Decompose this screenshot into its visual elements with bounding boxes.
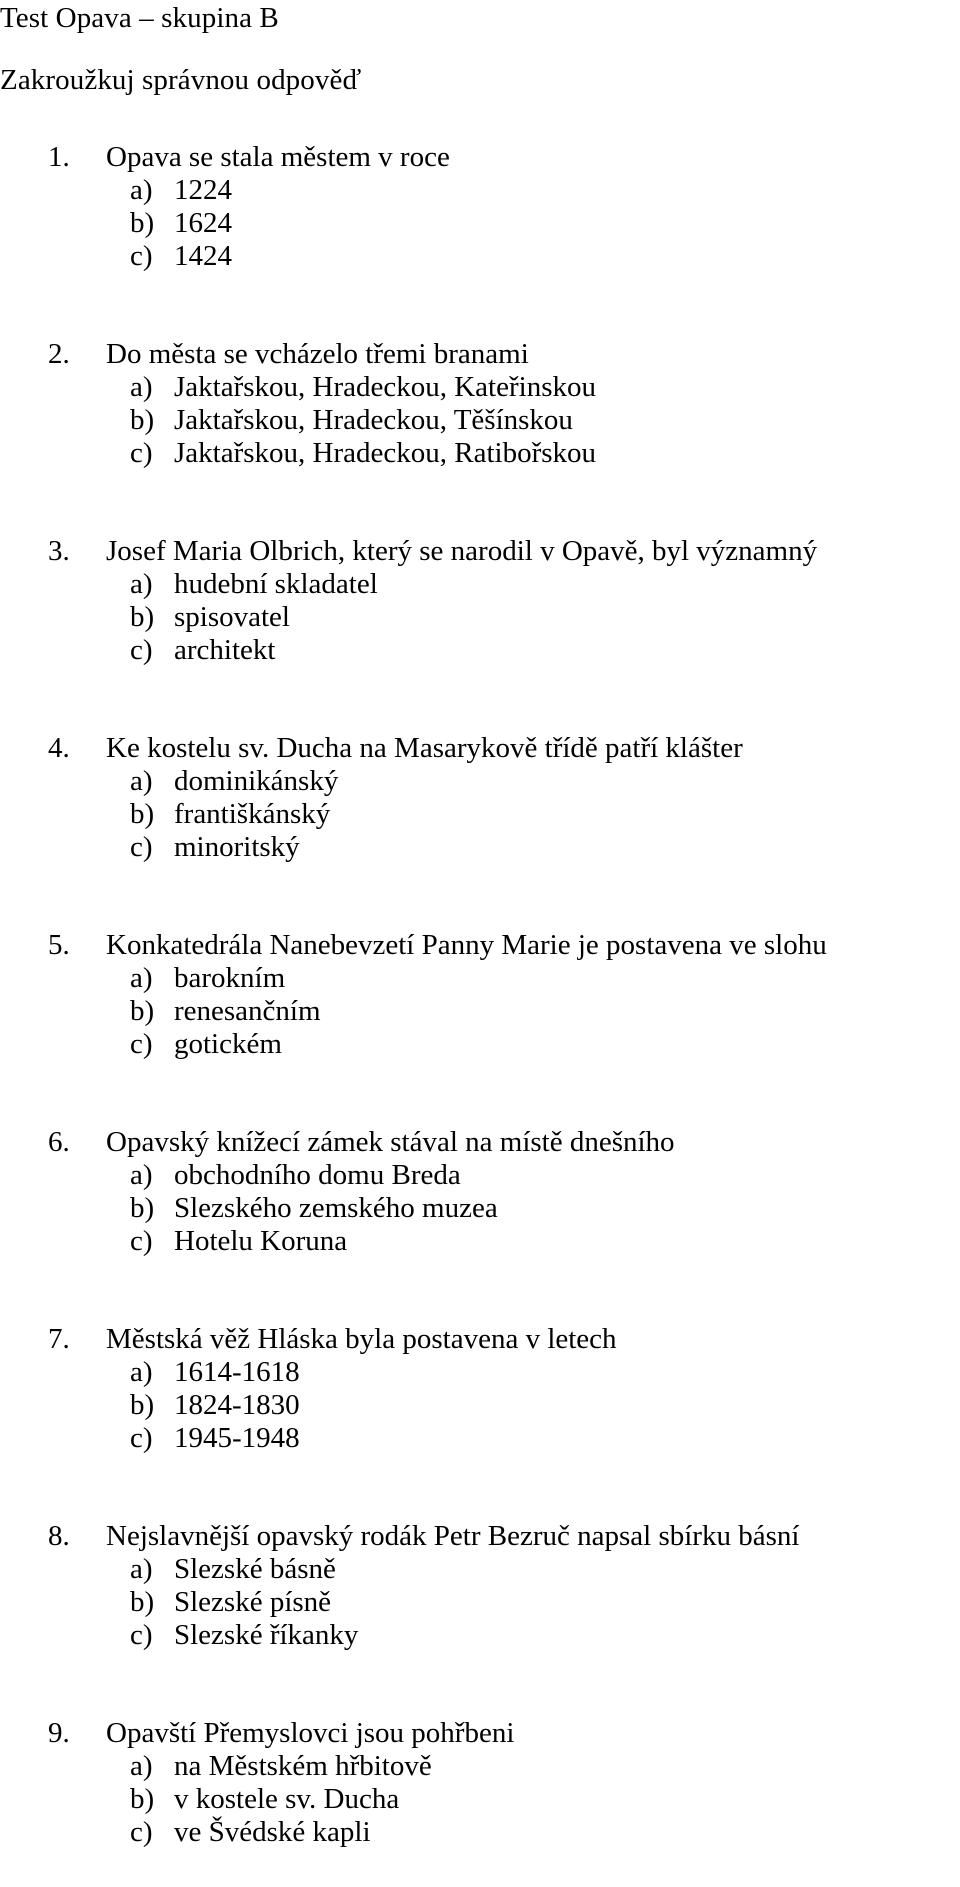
question-number: 7. (48, 1323, 70, 1355)
question-number: 8. (48, 1520, 70, 1552)
question-text: Do města se vcházelo třemi branami (106, 338, 529, 370)
option-text[interactable]: Slezské básně (174, 1553, 336, 1585)
option-text[interactable]: 1624 (174, 207, 232, 239)
option-letter[interactable]: c) (130, 634, 153, 666)
option-text[interactable]: renesančním (174, 995, 321, 1027)
option-text[interactable]: ve Švédské kapli (174, 1816, 371, 1848)
option-text[interactable]: Jaktařskou, Hradeckou, Ratibořskou (174, 437, 597, 469)
option-letter[interactable]: b) (130, 1783, 155, 1815)
option-text[interactable]: 1614-1618 (174, 1356, 300, 1388)
option-letter[interactable]: c) (130, 1619, 153, 1651)
option-text[interactable]: minoritský (174, 831, 300, 863)
question-number: 6. (48, 1126, 70, 1158)
page-title: Test Opava – skupina B (0, 2, 279, 34)
option-text[interactable]: 1824-1830 (174, 1389, 300, 1421)
question-text: Opavský knížecí zámek stával na místě dnešního (106, 1126, 675, 1158)
question-text: Konkatedrála Nanebevzetí Panny Marie je postavena ve slohu (106, 929, 827, 961)
option-text[interactable]: Jaktařskou, Hradeckou, Těšínskou (174, 404, 573, 436)
instruction-text: Zakroužkuj správnou odpověď (0, 64, 362, 96)
question-text: Opava se stala městem v roce (106, 141, 450, 173)
option-letter[interactable]: b) (130, 1192, 155, 1224)
question-number: 5. (48, 929, 70, 961)
option-text[interactable]: na Městském hřbitově (174, 1750, 432, 1782)
option-letter[interactable]: b) (130, 404, 155, 436)
option-letter[interactable]: b) (130, 995, 155, 1027)
question-text: Nejslavnější opavský rodák Petr Bezruč napsal sbírku básní (106, 1520, 800, 1552)
question-number: 4. (48, 732, 70, 764)
question-number: 3. (48, 535, 70, 567)
option-text[interactable]: Slezské říkanky (174, 1619, 359, 1651)
option-letter[interactable]: a) (130, 371, 153, 403)
option-text[interactable]: v kostele sv. Ducha (174, 1783, 400, 1815)
option-text[interactable]: dominikánský (174, 765, 339, 797)
option-text[interactable]: Slezské písně (174, 1586, 332, 1618)
option-letter[interactable]: a) (130, 1159, 153, 1191)
option-text[interactable]: 1424 (174, 240, 232, 272)
question-text: Opavští Přemyslovci jsou pohřbeni (106, 1717, 515, 1749)
option-letter[interactable]: c) (130, 1816, 153, 1848)
option-letter[interactable]: a) (130, 1553, 153, 1585)
question-text: Ke kostelu sv. Ducha na Masarykově třídě patří klášter (106, 732, 743, 764)
option-text[interactable]: Jaktařskou, Hradeckou, Kateřinskou (174, 371, 596, 403)
option-letter[interactable]: c) (130, 240, 153, 272)
option-letter[interactable]: c) (130, 1225, 153, 1257)
option-letter[interactable]: b) (130, 1389, 155, 1421)
question-number: 2. (48, 338, 70, 370)
option-letter[interactable]: b) (130, 798, 155, 830)
option-letter[interactable]: b) (130, 601, 155, 633)
option-letter[interactable]: c) (130, 1028, 153, 1060)
option-letter[interactable]: c) (130, 831, 153, 863)
option-letter[interactable]: c) (130, 1422, 153, 1454)
option-letter[interactable]: a) (130, 568, 153, 600)
option-text[interactable]: františkánský (174, 798, 331, 830)
option-text[interactable]: 1224 (174, 174, 232, 206)
question-text: Josef Maria Olbrich, který se narodil v Opavě, byl významný (106, 535, 818, 567)
option-text[interactable]: spisovatel (174, 601, 290, 633)
question-number: 1. (48, 141, 70, 173)
option-letter[interactable]: a) (130, 765, 153, 797)
question-text: Městská věž Hláska byla postavena v letech (106, 1323, 617, 1355)
option-letter[interactable]: b) (130, 1586, 155, 1618)
option-letter[interactable]: b) (130, 207, 155, 239)
option-letter[interactable]: a) (130, 174, 153, 206)
option-text[interactable]: hudební skladatel (174, 568, 378, 600)
option-letter[interactable]: a) (130, 1356, 153, 1388)
option-letter[interactable]: a) (130, 1750, 153, 1782)
option-letter[interactable]: c) (130, 437, 153, 469)
option-text[interactable]: obchodního domu Breda (174, 1159, 461, 1191)
option-text[interactable]: architekt (174, 634, 276, 666)
option-text[interactable]: Hotelu Koruna (174, 1225, 348, 1257)
option-text[interactable]: gotickém (174, 1028, 282, 1060)
option-text[interactable]: barokním (174, 962, 286, 994)
option-text[interactable]: 1945-1948 (174, 1422, 300, 1454)
option-letter[interactable]: a) (130, 962, 153, 994)
option-text[interactable]: Slezského zemského muzea (174, 1192, 498, 1224)
question-number: 9. (48, 1717, 70, 1749)
